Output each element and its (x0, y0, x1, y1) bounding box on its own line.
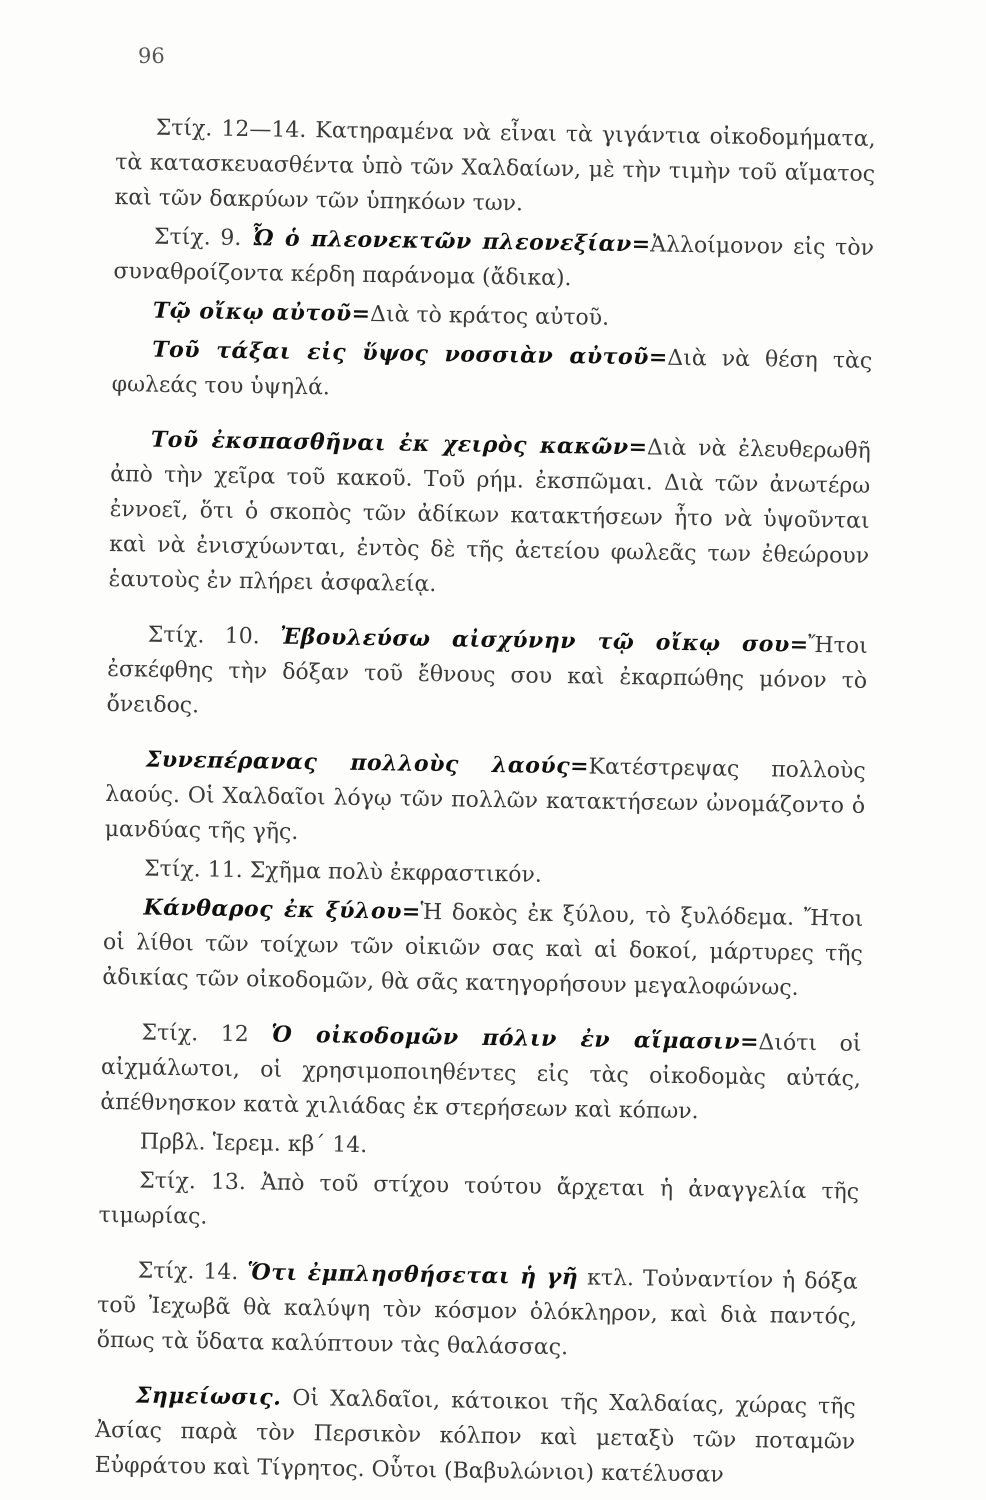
equals-sign: = (648, 344, 668, 371)
paragraph-lead: Στίχ. 11. Σχῆμα πολὺ ἐκφραστικόν. (143, 856, 543, 888)
paragraph-body: Οἱ Χαλδαῖοι, κάτοικοι τῆς Χαλδαίας, χώρας τῆς Ἀσίας παρὰ τὸν Περσικὸν κόλπον καὶ μεταξὺ τῶν ποταμῶν Εὐφράτου καὶ Τίγρητος. Οὗτοι (Βαβυλώνιοι) κατέλυσαν (94, 1385, 856, 1488)
lemma: Ὁ οἰκοδομῶν πόλιν ἐν αἵμασιν (270, 1021, 741, 1055)
paragraph-verse-10 (106, 617, 868, 734)
equals-sign: = (569, 753, 589, 780)
paragraph-verse-9 (113, 219, 874, 301)
lemma: Τῷ οἴκῳ αὐτοῦ (152, 297, 352, 327)
commentary-text (94, 110, 876, 1499)
lemma: Ἐβουλεύσω αἰσχύνην τῷ οἴκῳ σου (279, 623, 790, 658)
paragraph-body: Κατέστρεψας πολλοὺς λαούς. Οἱ Χαλδαῖοι λόγῳ τῶν πολλῶν κατακτήσεων ὠνομάζοντο ὁ μανδύας τῆς γῆς. (104, 754, 866, 845)
paragraph-verse-14 (96, 1253, 858, 1370)
lemma: Ὦ ὁ πλεονεκτῶν πλεονεξίαν (250, 225, 632, 258)
paragraph-lead: Στίχ. 14. (137, 1258, 248, 1286)
equals-sign: = (401, 898, 421, 925)
paragraph-lead: Στίχ. 12 (141, 1020, 272, 1048)
paragraph-body: Διότι οἱ αἰχμάλωτοι, οἱ χρησιμοποιηθέντες εἰς τὰς οἰκοδομὰς αὐτάς, ἀπέθνησκον κατὰ χιλιάδας ἐκ στερήσεων καὶ κόπων. (100, 1030, 862, 1125)
equals-sign: = (631, 231, 651, 258)
paragraph-ekspasthenai (108, 422, 871, 609)
paragraph-body: κτλ. Τοὐναντίον ἡ δόξα τοῦ Ἰεχωβᾶ θὰ καλύψη τὸν κόσμον ὁλόκληρον, καὶ διὰ παντός, ὅπως τὰ ὕδατα καλύπτουν τὰς θαλάσσας. (96, 1265, 858, 1361)
equals-sign: = (789, 631, 809, 658)
paragraph-body: Ἀλλοίμονον εἰς τὸν συναθροίζοντα κέρδη παράνομα (ἄδικα). (113, 232, 875, 292)
paragraph-lead: Στίχ. 12—14. Κατηραμένα νὰ εἶναι τὰ γιγάντια οἰκοδομήματα, τὰ κατασκευασθέντα ὑπὸ τῶν Χαλδαίων, μὲ τὴν τιμὴν τοῦ αἵματος καὶ τῶν δακρύων τῶν ὑπηκόων των. (114, 115, 876, 217)
equals-sign: = (739, 1028, 759, 1056)
paragraph-body: Διὰ νὰ θέση τὰς φωλεάς του ὑψηλά. (111, 345, 873, 401)
paragraph-lead: Πρβλ. Ἱερεμ. κβ΄ 14. (139, 1129, 368, 1159)
paragraph-note (94, 1378, 856, 1495)
paragraph-syneperanas (104, 742, 866, 859)
lemma: Κάνθαρος ἐκ ξύλου (143, 894, 403, 925)
paragraph-kantharos (102, 890, 864, 1007)
lemma: Ὅτι ἐμπλησθήσεται ἡ γῆ (247, 1259, 579, 1291)
paragraph-verse-13 (98, 1163, 859, 1245)
paragraph-body: Διὰ τὸ κράτος αὐτοῦ. (369, 302, 610, 331)
paragraph-verse-12 (100, 1015, 862, 1132)
paragraph-body: Ἡ δοκὸς ἐκ ξύλου, τὸ ξυλόδεμα. Ἤτοι οἱ λίθοι τῶν τοίχων τῶν οἰκιῶν σας καὶ αἱ δοκοί, μάρτυρες τῆς ἀδικίας τῶν οἰκοδομῶν, θὰ σᾶς κατηγορήσουν μεγαλοφώνως. (102, 899, 864, 1001)
paragraph-taxai (111, 332, 872, 414)
paragraph-lead: Στίχ. 13. Ἀπὸ τοῦ στίχου τούτου ἄρχεται ἡ ἀναγγελία τῆς τιμωρίας. (98, 1168, 860, 1230)
paragraph-verses-12-14 (114, 110, 876, 227)
lemma: Τοῦ τάξαι εἰς ὕψος νοσσιὰν αὐτοῦ (152, 336, 650, 371)
lemma: Συνεπέρανας πολλοὺς λαούς (145, 746, 571, 780)
lemma: Τοῦ ἐκσπασθῆναι ἐκ χειρὸς κακῶν (150, 426, 629, 461)
lemma: Σημείωσις. (135, 1382, 282, 1411)
equals-sign: = (351, 300, 371, 328)
paragraph-body: Διὰ νὰ ἐλευθερωθῆ ἀπὸ τὴν χεῖρα τοῦ κακοῦ. Τοῦ ρήμ. ἐκσπῶμαι. Διὰ τῶν ἀνωτέρω ἐννοεῖ, ὅτι ὁ σκοπὸς τῶν ἀδίκων κατακτήσεων ἦτο νὰ ὑψοῦνται καὶ νὰ ἐνισχύωνται, ἐντὸς δὲ τῆς ἀετείου φωλεᾶς των ἐθεώρουν ἑαυτοὺς ἐν πλήρει ἀσφαλείᾳ. (108, 435, 871, 598)
paragraph-lead: Στίχ. 10. (147, 622, 281, 650)
equals-sign: = (628, 434, 648, 461)
paragraph-lead: Στίχ. 9. (153, 224, 252, 252)
page-number: 96 (138, 44, 165, 68)
paragraph-body: Ἤτοι ἐσκέφθης τὴν δόξαν τοῦ ἔθνους σου καὶ ἐκαρπώθης μόνον τὸ ὄνειδος. (106, 632, 868, 719)
